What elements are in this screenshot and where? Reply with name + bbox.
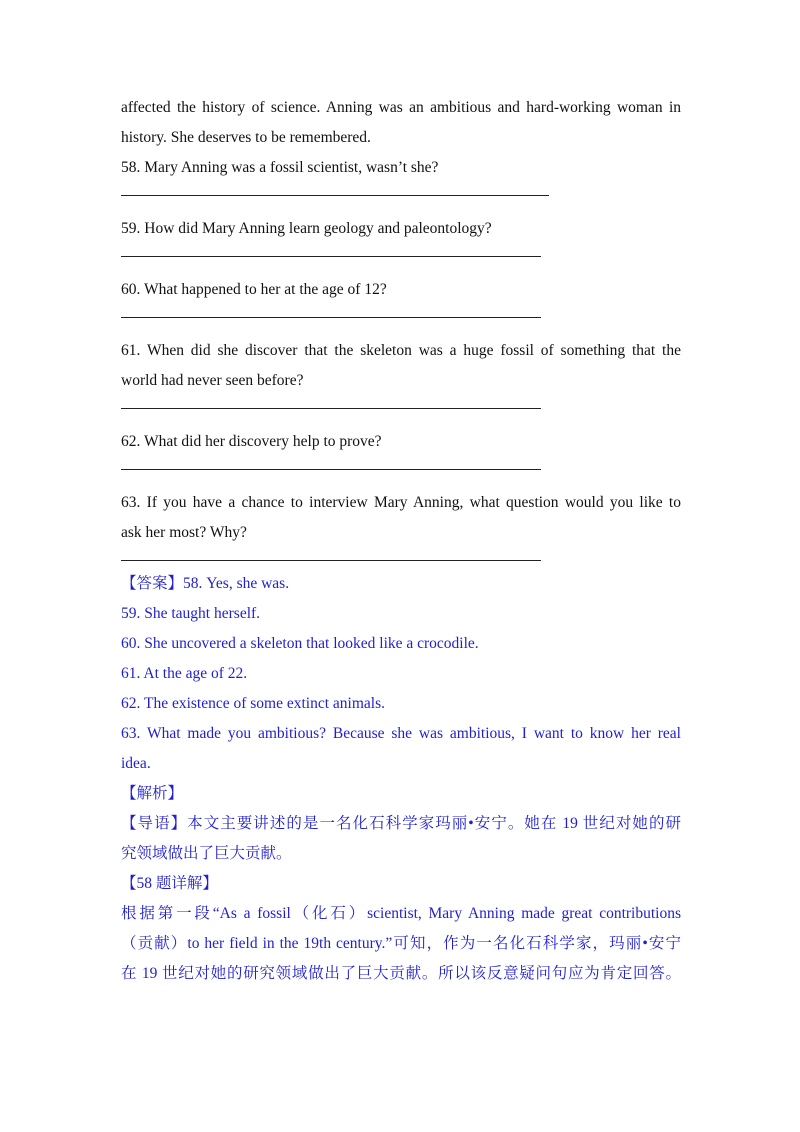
answer-61: 61. At the age of 22. <box>121 665 248 682</box>
answer-blank-59[interactable] <box>121 256 541 257</box>
answer-59: 59. She taught herself. <box>121 605 261 622</box>
guide-line-2: 究领域做出了巨大贡献。 <box>121 845 292 862</box>
detail-58-line-2: （贡献）to her field in the 19th century.”可知，作为一名化石科学家，玛丽•安宁 <box>121 935 681 952</box>
detail-58-line-1: 根据第一段“As a fossil（化石）scientist, Mary Anning made great contributions <box>121 905 681 922</box>
question-59: 59. How did Mary Anning learn geology and paleontology? <box>121 220 492 237</box>
answer-58 <box>121 569 681 599</box>
detail-58-label: 【58 题详解】 <box>121 875 218 892</box>
question-62: 62. What did her discovery help to prove? <box>121 433 382 450</box>
question-61-line-2: world had never seen before? <box>121 372 304 389</box>
question-58: 58. Mary Anning was a fossil scientist, wasn’t she? <box>121 159 439 176</box>
question-63-line-2: ask her most? Why? <box>121 524 247 541</box>
answer-blank-61[interactable] <box>121 408 541 409</box>
answer-63-line-1: 63. What made you ambitious? Because she was ambitious, I want to know her real <box>121 725 681 742</box>
detail-58-line-3: 在 19 世纪对她的研究领域做出了巨大贡献。所以该反意疑问句应为肯定回答。 <box>121 965 681 982</box>
answer-62: 62. The existence of some extinct animals. <box>121 695 385 712</box>
intro-line-1: affected the history of science. Anning was an ambitious and hard-working woman in <box>121 99 681 116</box>
answer-blank-60[interactable] <box>121 317 541 318</box>
question-60: 60. What happened to her at the age of 12? <box>121 281 387 298</box>
answer-58-text: 58. Yes, she was. <box>183 575 290 592</box>
document-page <box>121 93 681 989</box>
answer-blank-63[interactable] <box>121 560 541 561</box>
intro-line-2: history. She deserves to be remembered. <box>121 129 371 146</box>
answer-label: 【答案】 <box>121 575 184 592</box>
answer-blank-62[interactable] <box>121 469 541 470</box>
question-63-line-1: 63. If you have a chance to interview Mary Anning, what question would you like to <box>121 494 681 511</box>
answer-63-line-2: idea. <box>121 755 151 772</box>
answer-blank-58[interactable] <box>121 195 549 196</box>
question-61-line-1: 61. When did she discover that the skeleton was a huge fossil of something that the <box>121 342 681 359</box>
guide-line-1: 【导语】本文主要讲述的是一名化石科学家玛丽•安宁。她在 19 世纪对她的研 <box>121 815 681 832</box>
answer-60: 60. She uncovered a skeleton that looked like a crocodile. <box>121 635 479 652</box>
analysis-label: 【解析】 <box>121 785 184 802</box>
